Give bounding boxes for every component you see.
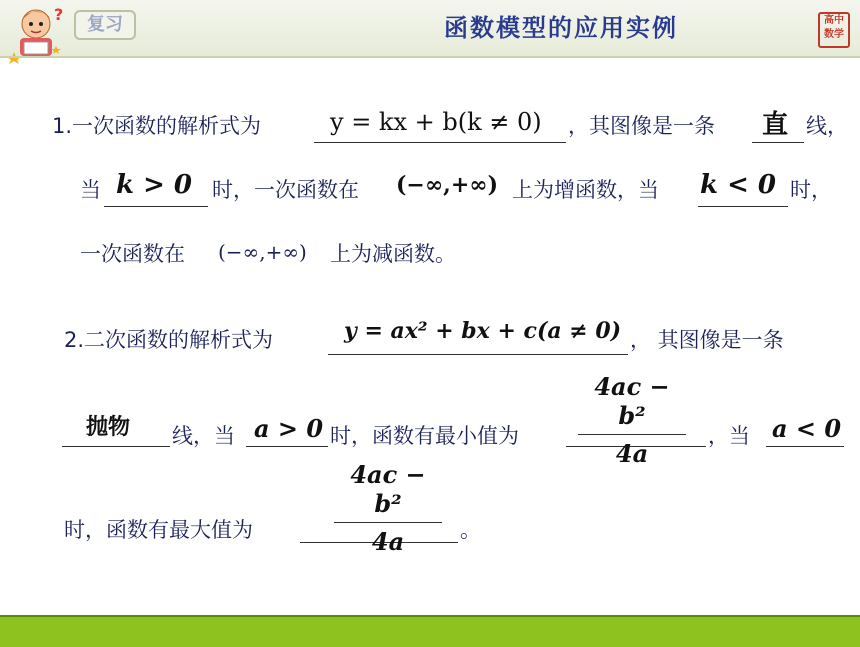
slide-title: 函数模型的应用实例 <box>444 14 678 42</box>
item1-shape-blank <box>752 142 804 143</box>
item1-line2-prefix: 当 <box>80 178 101 202</box>
item1-kpos-blank <box>104 206 208 207</box>
item2-line2-c: ，当 <box>708 424 750 448</box>
item2-apos-answer: a > 0 <box>254 414 324 443</box>
item2-line3-end: 。 <box>460 518 481 542</box>
item1-increasing-interval: (−∞,+∞) <box>396 172 498 198</box>
student-mascot-icon <box>6 2 68 64</box>
footer-bar <box>0 615 860 647</box>
item2-line3-a: 时，函数有最大值为 <box>64 518 253 542</box>
item1-kpos-answer: k > 0 <box>116 170 192 200</box>
item1-line2-end: 时， <box>790 178 832 202</box>
item1-line1-mid: ，其图像是一条 <box>568 114 715 138</box>
header-bar <box>0 0 860 56</box>
item2-min-fraction <box>578 372 686 468</box>
item2-shape-blank <box>62 446 170 447</box>
item1-kneg-answer: k < 0 <box>700 170 776 200</box>
item2-line1-end: ， 其图像是一条 <box>630 328 784 352</box>
item2-shape-answer: 抛物 <box>86 415 131 440</box>
item1-formula-blank <box>314 142 566 143</box>
item1-line1-end: 线， <box>806 114 848 138</box>
item1-shape-answer: 直 <box>762 110 789 140</box>
item1-line3-end: 上为减函数。 <box>330 242 456 266</box>
seal-top-text: 高中 <box>824 15 844 26</box>
item2-formula-blank <box>328 354 628 355</box>
item1-line3-prefix: 一次函数在 <box>80 242 185 266</box>
item1-kneg-blank <box>698 206 788 207</box>
item2-apos-blank <box>246 446 328 447</box>
item2-line1-prefix: 2.二次函数的解析式为 <box>64 328 274 352</box>
fraction-bar <box>578 434 686 435</box>
review-badge: 复习 <box>74 10 136 40</box>
item1-line2-mid1: 时，一次函数在 <box>212 178 359 202</box>
item2-formula: y = ax² + bx + c(a ≠ 0) <box>344 318 622 344</box>
header-divider <box>0 56 860 58</box>
item2-aneg-answer: a < 0 <box>772 414 842 443</box>
item2-line2-a: 线，当 <box>172 424 235 448</box>
math-seal-icon <box>818 12 850 48</box>
item1-formula: y = kx + b(k ≠ 0) <box>330 108 542 136</box>
item2-line2-b: 时，函数有最小值为 <box>330 424 519 448</box>
item1-decreasing-interval: (−∞,+∞) <box>218 240 307 264</box>
slide-content <box>0 60 860 615</box>
item2-max-numerator: 4ac − b² <box>350 460 426 518</box>
item1-line1-prefix: 1.一次函数的解析式为 <box>52 114 262 138</box>
fraction-bar <box>334 522 442 523</box>
svg-text:?: ? <box>54 5 64 24</box>
seal-bottom-text: 数学 <box>824 29 844 40</box>
item2-min-denominator: 4a <box>615 439 649 468</box>
item2-aneg-blank <box>766 446 844 447</box>
item2-min-numerator: 4ac − b² <box>594 372 670 430</box>
item2-max-denominator: 4a <box>371 527 405 556</box>
item2-max-fraction <box>334 460 442 556</box>
item1-line2-mid2: 上为增函数，当 <box>512 178 659 202</box>
